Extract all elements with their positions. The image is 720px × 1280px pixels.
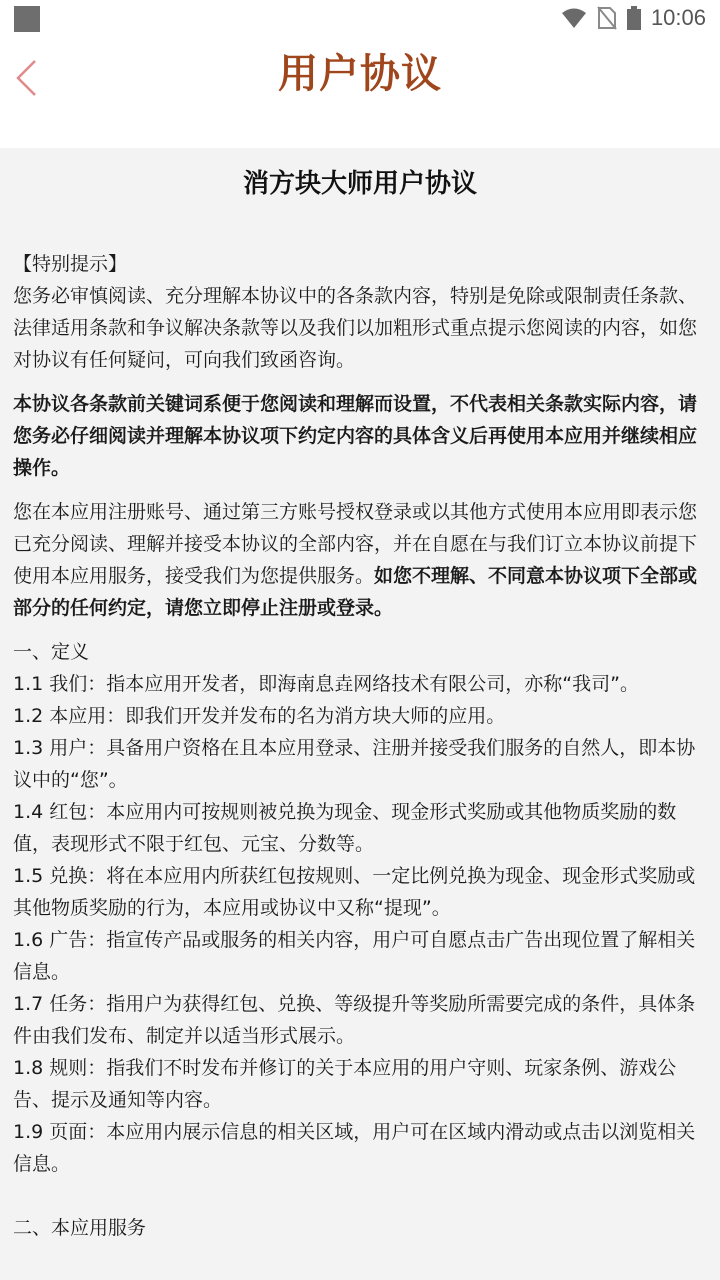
definition-item: 1.3 用户：具备用户资格在且本应用登录、注册并接受我们服务的自然人，即本协议中的“您”。 <box>13 737 696 791</box>
status-bar <box>0 0 720 36</box>
definition-item: 1.9 页面：本应用内展示信息的相关区域，用户可在区域内滑动或点击以浏览相关信息。 <box>13 1121 696 1175</box>
bold-notice: 本协议各条款前关键词系便于您阅读和理解而设置，不代表相关条款实际内容，请您务必仔细阅读并理解本协议项下约定内容的具体含义后再使用本应用并继续相应操作。 <box>13 393 698 479</box>
wifi-icon <box>561 7 587 29</box>
status-time: 10:06 <box>650 5 706 30</box>
document-title: 消方块大师用户协议 <box>242 169 477 199</box>
status-right-group <box>561 4 706 32</box>
tip-body: 您务必审慎阅读、充分理解本协议中的各条款内容，特别是免除或限制责任条款、法律适用条款和争议解决条款等以及我们以加粗形式重点提示您阅读的内容，如您对协议有任何疑问，可向我们致函咨询。 <box>13 285 698 371</box>
definition-item: 1.8 规则：指我们不时发布并修订的关于本应用的用户守则、玩家条例、游戏公告、提示及通知等内容。 <box>13 1057 677 1111</box>
definition-item: 1.7 任务：指用户为获得红包、兑换、等级提升等奖励所需要完成的条件，具体条件由我们发布、制定并以适当形式展示。 <box>13 993 696 1047</box>
page-title: 用户协议 <box>278 51 442 97</box>
definition-item: 1.2 本应用：即我们开发并发布的名为消方块大师的应用。 <box>13 705 506 727</box>
consent-bold-text: 如您不理解、不同意本协议项下全部或部分的任何约定，请您立即停止注册或登录。 <box>13 565 698 619</box>
consent-paragraph <box>13 496 708 624</box>
definition-item: 1.1 我们：指本应用开发者，即海南息垚网络技术有限公司，亦称“我司”。 <box>13 673 639 695</box>
section-heading-services: 二、本应用服务 <box>13 1217 147 1239</box>
agreement-body <box>0 202 720 1244</box>
app-header <box>0 36 720 148</box>
section-heading-definitions: 一、定义 <box>13 641 90 663</box>
tip-heading: 【特别提示】 <box>13 253 128 275</box>
definition-item: 1.6 广告：指宣传产品或服务的相关内容，用户可自愿点击广告出现位置了解相关信息。 <box>13 929 696 983</box>
agreement-content[interactable] <box>0 148 720 1280</box>
battery-icon <box>627 6 641 30</box>
notification-square-icon <box>14 6 40 32</box>
no-sim-icon <box>597 6 617 30</box>
definition-item: 1.4 红包：本应用内可按规则被兑换为现金、现金形式奖励或其他物质奖励的数值，表现形式不限于红包、元宝、分数等。 <box>13 801 677 855</box>
consent-normal-text: 您在本应用注册账号、通过第三方账号授权登录或以其他方式使用本应用即表示您已充分阅读、理解并接受本协议的全部内容，并在自愿在与我们订立本协议前提下使用本应用服务，接受我们为您提供服务。 <box>13 501 698 587</box>
definition-item: 1.5 兑换：将在本应用内所获红包按规则、一定比例兑换为现金、现金形式奖励或其他物质奖励的行为，本应用或协议中又称“提现”。 <box>13 865 696 919</box>
